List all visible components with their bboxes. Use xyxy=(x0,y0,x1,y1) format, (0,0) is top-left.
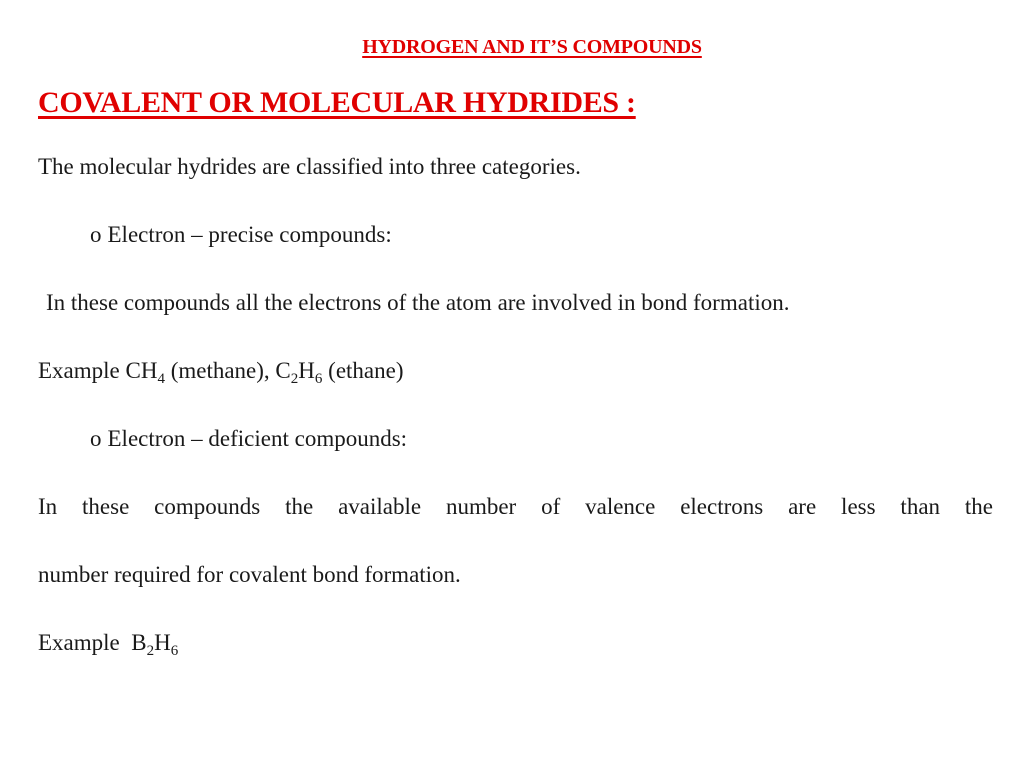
bullet-marker: o xyxy=(90,222,102,247)
bullet-label: Electron – deficient compounds: xyxy=(107,426,408,451)
subscript: 2 xyxy=(290,371,299,387)
electron-precise-example xyxy=(38,356,404,386)
section-heading: COVALENT OR MOLECULAR HYDRIDES : xyxy=(38,86,636,119)
intro-text: The molecular hydrides are classified into three categories. xyxy=(38,154,581,179)
electron-deficient-example xyxy=(38,628,178,658)
subscript: 6 xyxy=(170,643,179,659)
bullet-label: Electron – precise compounds: xyxy=(107,222,392,247)
subscript: 6 xyxy=(314,371,323,387)
subscript: 2 xyxy=(146,643,155,659)
slide-top-title: HYDROGEN AND IT’S COMPOUNDS xyxy=(362,36,702,58)
bullet-marker: o xyxy=(90,426,102,451)
example-text: H xyxy=(154,630,171,655)
electron-deficient-description-line2: number required for covalent bond formation. xyxy=(38,562,461,587)
electron-precise-description: In these compounds all the electrons of the atom are involved in bond formation. xyxy=(46,290,790,315)
example-prefix: Example B xyxy=(38,630,147,655)
bullet-electron-precise xyxy=(90,220,392,250)
electron-deficient-description-line1: In these compounds the available number of valence electrons are less than the xyxy=(38,494,993,519)
subscript: 4 xyxy=(157,371,165,387)
example-text: H xyxy=(298,358,315,383)
bullet-electron-deficient xyxy=(90,424,407,454)
example-text: (ethane) xyxy=(322,358,404,383)
example-prefix: Example CH xyxy=(38,358,158,383)
example-text: (methane), C xyxy=(164,358,291,383)
